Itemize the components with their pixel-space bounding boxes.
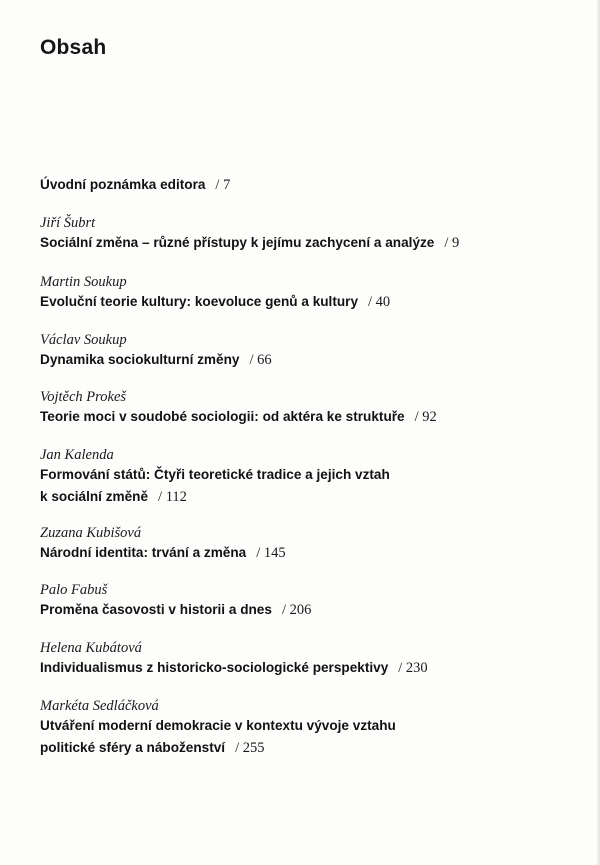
page-number: / 92: [414, 409, 437, 425]
chapter-title-text: Utváření moderní demokracie v kontextu vývoje vztahu: [40, 718, 396, 733]
toc-entry: [40, 446, 580, 508]
chapter-title: [40, 349, 580, 371]
chapter-title: [40, 232, 580, 254]
toc-entry: [40, 697, 580, 759]
chapter-title-text: Formování států: Čtyři teoretické tradice a jejich vztah: [40, 467, 390, 482]
page-number: / 112: [158, 489, 187, 505]
chapter-title: [40, 406, 580, 428]
page-number: / 255: [235, 740, 265, 756]
chapter-title: [40, 599, 580, 621]
chapter-title-text: politické sféry a náboženství: [40, 740, 226, 755]
toc-entry: [40, 388, 580, 428]
chapter-title-text: k sociální změně: [40, 489, 149, 504]
chapter-author: Jan Kalenda: [40, 447, 114, 463]
page-number: / 40: [368, 294, 391, 310]
page-number: / 66: [249, 352, 272, 368]
toc-entry: [40, 524, 580, 564]
chapter-title: [40, 715, 580, 737]
chapter-title-text: Sociální změna – různé přístupy k jejímu zachycení a analýze: [40, 235, 435, 250]
chapter-author: Martin Soukup: [40, 274, 127, 290]
page-number: / 9: [444, 235, 460, 251]
page-number: / 230: [398, 660, 428, 676]
chapter-title: [40, 291, 580, 313]
chapter-title-text: Individualismus z historicko-sociologické perspektivy: [40, 660, 389, 675]
chapter-author: Jiří Šubrt: [40, 215, 96, 231]
chapter-title: [40, 542, 580, 564]
toc-entry: [40, 214, 580, 254]
chapter-author: Zuzana Kubišová: [40, 525, 142, 541]
chapter-title-text: Národní identita: trvání a změna: [40, 545, 247, 560]
page-number: / 206: [281, 602, 312, 618]
chapter-title: [40, 174, 580, 196]
chapter-title: [40, 464, 580, 486]
toc-entry: [40, 273, 580, 313]
chapter-author: Václav Soukup: [40, 332, 127, 348]
chapter-title-text: Úvodní poznámka editora: [40, 177, 206, 192]
chapter-title-text: Proměna časovosti v historii a dnes: [40, 602, 272, 617]
chapter-title-text: Teorie moci v soudobé sociologii: od aktéra ke struktuře: [40, 409, 405, 424]
chapter-author: Helena Kubátová: [40, 640, 142, 656]
page-number: / 145: [256, 545, 286, 561]
chapter-title-text: Evoluční teorie kultury: koevoluce genů a kultury: [40, 294, 359, 309]
page-title: Obsah: [40, 36, 107, 59]
chapter-title-text: Dynamika sociokulturní změny: [40, 352, 240, 367]
chapter-author: Markéta Sedláčková: [40, 698, 159, 714]
chapter-title: [40, 737, 580, 759]
toc-entry: [40, 639, 580, 679]
chapter-title: [40, 657, 580, 679]
page-number: / 7: [215, 177, 231, 193]
toc-entry: [40, 174, 580, 196]
chapter-title: [40, 486, 580, 508]
chapter-author: Vojtěch Prokeš: [40, 389, 127, 405]
chapter-author: Palo Fabuš: [40, 582, 108, 598]
toc-entry: [40, 331, 580, 371]
toc-entry: [40, 581, 580, 621]
